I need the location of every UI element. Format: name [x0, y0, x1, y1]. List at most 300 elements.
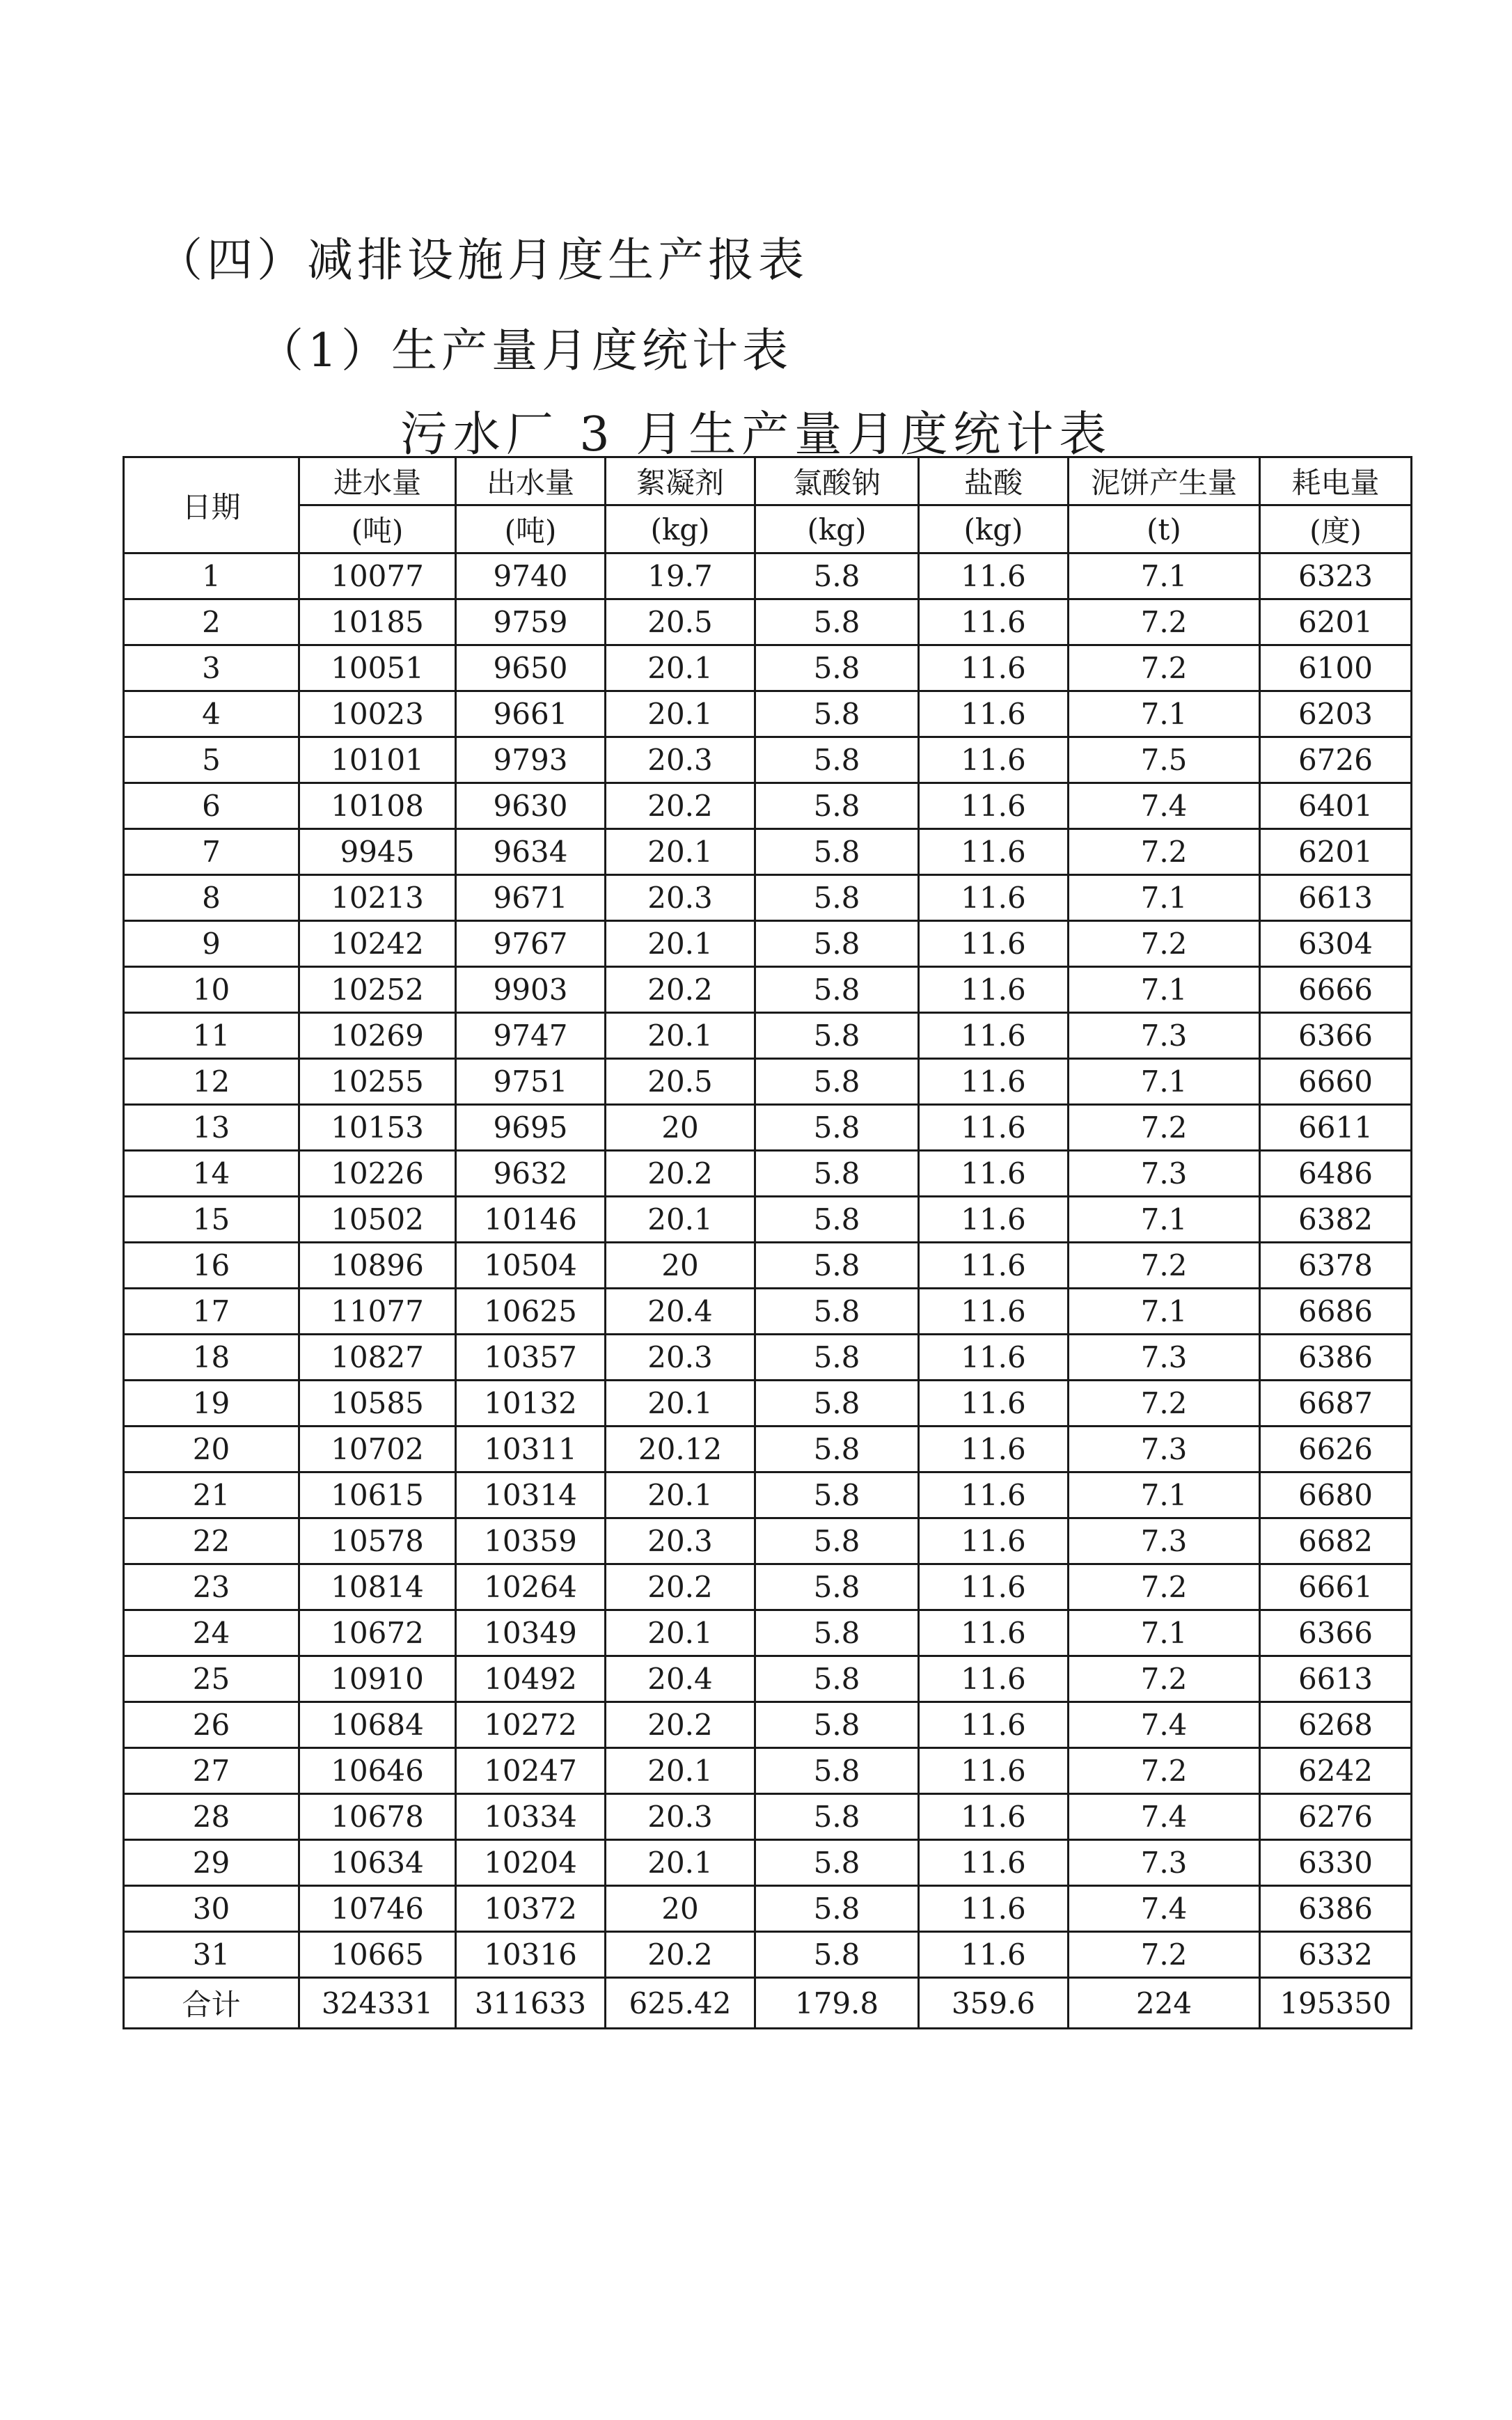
table-cell: 3: [124, 645, 299, 691]
table-cell: 11.6: [919, 645, 1069, 691]
table-cell: 10316: [456, 1932, 606, 1978]
table-cell: 11.6: [919, 1748, 1069, 1794]
table-cell: 5.8: [755, 1702, 919, 1748]
table-cell: 10814: [299, 1564, 456, 1610]
table-cell: 7.2: [1069, 921, 1260, 967]
table-cell: 10615: [299, 1472, 456, 1518]
header-power-consumption: 耗电量: [1260, 457, 1412, 505]
table-cell: 5.8: [755, 645, 919, 691]
table-cell: 10146: [456, 1197, 606, 1243]
table-cell: 6382: [1260, 1197, 1412, 1243]
table-cell: 20.1: [606, 1381, 755, 1427]
table-cell: 20: [606, 1105, 755, 1151]
table-cell: 7.1: [1069, 1197, 1260, 1243]
table-cell: 20.1: [606, 1748, 755, 1794]
total-row: [124, 1978, 1412, 2029]
table-cell: 10646: [299, 1748, 456, 1794]
total-cell: 324331: [299, 1978, 456, 2029]
table-cell: 5.8: [755, 1472, 919, 1518]
table-cell: 5.8: [755, 1564, 919, 1610]
table-cell: 11.6: [919, 1335, 1069, 1381]
table-cell: 5.8: [755, 967, 919, 1013]
table-cell: 5.8: [755, 1886, 919, 1932]
table-cell: 6660: [1260, 1059, 1412, 1105]
table-cell: 10372: [456, 1886, 606, 1932]
table-cell: 11: [124, 1013, 299, 1059]
table-row: [124, 1105, 1412, 1151]
table-cell: 9747: [456, 1013, 606, 1059]
table-cell: 10910: [299, 1656, 456, 1702]
table-cell: 10213: [299, 875, 456, 921]
table-cell: 19.7: [606, 553, 755, 599]
table-cell: 5.8: [755, 553, 919, 599]
table-cell: 20.3: [606, 1518, 755, 1564]
table-cell: 18: [124, 1335, 299, 1381]
unit-sludge-cake: (t): [1069, 505, 1260, 553]
table-cell: 10269: [299, 1013, 456, 1059]
table-cell: 10504: [456, 1243, 606, 1289]
table-row: [124, 1656, 1412, 1702]
table-cell: 7.4: [1069, 1702, 1260, 1748]
table-cell: 6626: [1260, 1427, 1412, 1472]
table-cell: 10684: [299, 1702, 456, 1748]
table-cell: 24: [124, 1610, 299, 1656]
table-cell: 10264: [456, 1564, 606, 1610]
table-cell: 10077: [299, 553, 456, 599]
table-cell: 7.2: [1069, 1243, 1260, 1289]
total-cell: 311633: [456, 1978, 606, 2029]
table-cell: 7.5: [1069, 737, 1260, 783]
table-cell: 7.1: [1069, 967, 1260, 1013]
table-cell: 6680: [1260, 1472, 1412, 1518]
table-cell: 5.8: [755, 1151, 919, 1197]
table-cell: 6613: [1260, 1656, 1412, 1702]
header-sodium-chlorate: 氯酸钠: [755, 457, 919, 505]
table-row: [124, 1840, 1412, 1886]
header-sludge-cake: 泥饼产生量: [1069, 457, 1260, 505]
table-cell: 10272: [456, 1702, 606, 1748]
table-cell: 7: [124, 829, 299, 875]
table-cell: 5.8: [755, 1518, 919, 1564]
table-cell: 11.6: [919, 1289, 1069, 1335]
table-cell: 7.3: [1069, 1840, 1260, 1886]
table-cell: 20.3: [606, 875, 755, 921]
table-cell: 20: [606, 1243, 755, 1289]
unit-flocculant: (kg): [606, 505, 755, 553]
table-cell: 5.8: [755, 1013, 919, 1059]
table-row: [124, 1381, 1412, 1427]
table-cell: 10492: [456, 1656, 606, 1702]
table-cell: 5.8: [755, 783, 919, 829]
table-cell: 7.2: [1069, 1748, 1260, 1794]
table-cell: 6366: [1260, 1013, 1412, 1059]
table-cell: 10023: [299, 691, 456, 737]
table-cell: 11.6: [919, 1656, 1069, 1702]
table-cell: 20.2: [606, 783, 755, 829]
header-hydrochloric-acid: 盐酸: [919, 457, 1069, 505]
table-row: [124, 1013, 1412, 1059]
table-cell: 7.2: [1069, 1564, 1260, 1610]
table-cell: 11.6: [919, 599, 1069, 645]
table-cell: 10314: [456, 1472, 606, 1518]
unit-inflow: (吨): [299, 505, 456, 553]
table-cell: 19: [124, 1381, 299, 1427]
table-cell: 6268: [1260, 1702, 1412, 1748]
table-cell: 10585: [299, 1381, 456, 1427]
table-cell: 9630: [456, 783, 606, 829]
table-cell: 11.6: [919, 1886, 1069, 1932]
table-cell: 5.8: [755, 1335, 919, 1381]
table-cell: 7.2: [1069, 645, 1260, 691]
total-cell: 195350: [1260, 1978, 1412, 2029]
unit-power-consumption: (度): [1260, 505, 1412, 553]
table-cell: 6726: [1260, 737, 1412, 783]
table-cell: 10672: [299, 1610, 456, 1656]
table-cell: 7.1: [1069, 553, 1260, 599]
table-cell: 6401: [1260, 783, 1412, 829]
table-cell: 5.8: [755, 1932, 919, 1978]
table-row: [124, 875, 1412, 921]
table-cell: 5.8: [755, 1840, 919, 1886]
table-cell: 20.2: [606, 1151, 755, 1197]
table-cell: 7.1: [1069, 691, 1260, 737]
table-cell: 20.1: [606, 829, 755, 875]
table-row: [124, 1151, 1412, 1197]
total-cell: 625.42: [606, 1978, 755, 2029]
table-cell: 10357: [456, 1335, 606, 1381]
table-cell: 11.6: [919, 1243, 1069, 1289]
table-cell: 9903: [456, 967, 606, 1013]
table-cell: 20: [124, 1427, 299, 1472]
table-cell: 9767: [456, 921, 606, 967]
table-cell: 6323: [1260, 553, 1412, 599]
table-cell: 20.2: [606, 967, 755, 1013]
table-cell: 5.8: [755, 921, 919, 967]
unit-sodium-chlorate: (kg): [755, 505, 919, 553]
table-cell: 25: [124, 1656, 299, 1702]
table-cell: 9650: [456, 645, 606, 691]
table-cell: 7.2: [1069, 1656, 1260, 1702]
table-cell: 21: [124, 1472, 299, 1518]
table-cell: 20.3: [606, 1794, 755, 1840]
table-cell: 11.6: [919, 1702, 1069, 1748]
table-row: [124, 967, 1412, 1013]
table-row: [124, 1610, 1412, 1656]
table-cell: 11.6: [919, 553, 1069, 599]
table-row: [124, 691, 1412, 737]
table-cell: 6330: [1260, 1840, 1412, 1886]
table-cell: 11.6: [919, 1151, 1069, 1197]
table-cell: 5.8: [755, 1381, 919, 1427]
table-cell: 11.6: [919, 1518, 1069, 1564]
table-cell: 10334: [456, 1794, 606, 1840]
table-cell: 10746: [299, 1886, 456, 1932]
table-cell: 6203: [1260, 691, 1412, 737]
table-cell: 5.8: [755, 1656, 919, 1702]
table-cell: 11.6: [919, 967, 1069, 1013]
table-cell: 6304: [1260, 921, 1412, 967]
table-cell: 5.8: [755, 1243, 919, 1289]
table-cell: 14: [124, 1151, 299, 1197]
table-cell: 6666: [1260, 967, 1412, 1013]
table-cell: 6201: [1260, 599, 1412, 645]
table-cell: 10101: [299, 737, 456, 783]
table-cell: 27: [124, 1748, 299, 1794]
table-cell: 11.6: [919, 737, 1069, 783]
header-inflow: 进水量: [299, 457, 456, 505]
table-cell: 6276: [1260, 1794, 1412, 1840]
table-cell: 5.8: [755, 1059, 919, 1105]
table-row: [124, 829, 1412, 875]
table-cell: 22: [124, 1518, 299, 1564]
table-cell: 28: [124, 1794, 299, 1840]
table-cell: 9740: [456, 553, 606, 599]
table-cell: 1: [124, 553, 299, 599]
table-cell: 9759: [456, 599, 606, 645]
table-cell: 20.5: [606, 599, 755, 645]
table-cell: 9671: [456, 875, 606, 921]
header-outflow: 出水量: [456, 457, 606, 505]
table-row: [124, 921, 1412, 967]
table-cell: 9: [124, 921, 299, 967]
table-cell: 7.3: [1069, 1151, 1260, 1197]
table-cell: 20.1: [606, 921, 755, 967]
table-cell: 20.1: [606, 1840, 755, 1886]
header-date: 日期: [124, 457, 299, 553]
table-cell: 7.1: [1069, 875, 1260, 921]
table-cell: 6386: [1260, 1335, 1412, 1381]
table-cell: 10827: [299, 1335, 456, 1381]
table-cell: 9793: [456, 737, 606, 783]
table-cell: 11.6: [919, 1932, 1069, 1978]
table-cell: 20.5: [606, 1059, 755, 1105]
table-cell: 10185: [299, 599, 456, 645]
total-cell: 179.8: [755, 1978, 919, 2029]
table-cell: 6386: [1260, 1886, 1412, 1932]
table-cell: 5.8: [755, 599, 919, 645]
table-cell: 9632: [456, 1151, 606, 1197]
table-row: [124, 783, 1412, 829]
table-cell: 11.6: [919, 1197, 1069, 1243]
table-cell: 6682: [1260, 1518, 1412, 1564]
table-header: [124, 457, 1412, 553]
table-row: [124, 599, 1412, 645]
table-cell: 5.8: [755, 1197, 919, 1243]
table-cell: 6611: [1260, 1105, 1412, 1151]
table-cell: 7.1: [1069, 1289, 1260, 1335]
total-cell: 合计: [124, 1978, 299, 2029]
table-cell: 11.6: [919, 1840, 1069, 1886]
table-cell: 26: [124, 1702, 299, 1748]
table-row: [124, 1932, 1412, 1978]
table-cell: 7.3: [1069, 1427, 1260, 1472]
table-cell: 12: [124, 1059, 299, 1105]
table-title: 污水厂 3 月生产量月度统计表: [400, 407, 1112, 462]
table-cell: 9695: [456, 1105, 606, 1151]
table-cell: 7.4: [1069, 1886, 1260, 1932]
table-cell: 10359: [456, 1518, 606, 1564]
table-cell: 17: [124, 1289, 299, 1335]
section-heading: （四）减排设施月度生产报表: [157, 233, 808, 287]
table-row: [124, 1335, 1412, 1381]
table-row: [124, 1197, 1412, 1243]
table-row: [124, 1794, 1412, 1840]
unit-hydrochloric-acid: (kg): [919, 505, 1069, 553]
table-footer: [124, 1978, 1412, 2029]
table-cell: 2: [124, 599, 299, 645]
table-row: [124, 645, 1412, 691]
table-cell: 11.6: [919, 829, 1069, 875]
table-cell: 6486: [1260, 1151, 1412, 1197]
table-row: [124, 1886, 1412, 1932]
table-row: [124, 1059, 1412, 1105]
table-cell: 5: [124, 737, 299, 783]
table-row: [124, 737, 1412, 783]
table-cell: 15: [124, 1197, 299, 1243]
table-cell: 6366: [1260, 1610, 1412, 1656]
table-cell: 11.6: [919, 1059, 1069, 1105]
table-row: [124, 1243, 1412, 1289]
table-cell: 5.8: [755, 1105, 919, 1151]
table-cell: 20.1: [606, 645, 755, 691]
table-cell: 10311: [456, 1427, 606, 1472]
table-cell: 20.4: [606, 1656, 755, 1702]
table-cell: 30: [124, 1886, 299, 1932]
table-cell: 7.4: [1069, 783, 1260, 829]
table-cell: 10242: [299, 921, 456, 967]
table-cell: 10255: [299, 1059, 456, 1105]
total-cell: 224: [1069, 1978, 1260, 2029]
table-cell: 10: [124, 967, 299, 1013]
table-cell: 7.3: [1069, 1013, 1260, 1059]
table-cell: 11.6: [919, 1794, 1069, 1840]
table-cell: 7.1: [1069, 1059, 1260, 1105]
table-cell: 7.2: [1069, 1932, 1260, 1978]
table-cell: 20.3: [606, 737, 755, 783]
table-cell: 5.8: [755, 1794, 919, 1840]
table-cell: 10502: [299, 1197, 456, 1243]
table-cell: 5.8: [755, 691, 919, 737]
table-cell: 5.8: [755, 1610, 919, 1656]
table-cell: 20: [606, 1886, 755, 1932]
table-cell: 5.8: [755, 829, 919, 875]
table-cell: 20.12: [606, 1427, 755, 1472]
table-cell: 10665: [299, 1932, 456, 1978]
table-row: [124, 1518, 1412, 1564]
table-cell: 20.2: [606, 1564, 755, 1610]
subsection-heading: （1）生产量月度统计表: [258, 324, 792, 377]
table-cell: 6661: [1260, 1564, 1412, 1610]
header-flocculant: 絮凝剂: [606, 457, 755, 505]
table-cell: 7.2: [1069, 829, 1260, 875]
table-cell: 10625: [456, 1289, 606, 1335]
table-body: [124, 553, 1412, 1978]
table-cell: 9751: [456, 1059, 606, 1105]
table-cell: 10132: [456, 1381, 606, 1427]
table-cell: 11.6: [919, 921, 1069, 967]
table-row: [124, 1472, 1412, 1518]
table-cell: 10226: [299, 1151, 456, 1197]
table-cell: 5.8: [755, 737, 919, 783]
table-cell: 11.6: [919, 1013, 1069, 1059]
table-cell: 10702: [299, 1427, 456, 1472]
table-cell: 20.2: [606, 1702, 755, 1748]
table-cell: 10634: [299, 1840, 456, 1886]
table-cell: 20.1: [606, 1610, 755, 1656]
table-row: [124, 1748, 1412, 1794]
total-cell: 359.6: [919, 1978, 1069, 2029]
table-cell: 11.6: [919, 1381, 1069, 1427]
table-cell: 10252: [299, 967, 456, 1013]
table-cell: 5.8: [755, 1289, 919, 1335]
table-cell: 4: [124, 691, 299, 737]
table-cell: 6613: [1260, 875, 1412, 921]
table-cell: 6100: [1260, 645, 1412, 691]
table-cell: 20.2: [606, 1932, 755, 1978]
table-cell: 6: [124, 783, 299, 829]
table-cell: 10108: [299, 783, 456, 829]
table-row: [124, 1564, 1412, 1610]
table-row: [124, 1289, 1412, 1335]
table-cell: 16: [124, 1243, 299, 1289]
table-cell: 7.4: [1069, 1794, 1260, 1840]
table-row: [124, 1427, 1412, 1472]
table-cell: 6687: [1260, 1381, 1412, 1427]
table-cell: 20.1: [606, 1472, 755, 1518]
table-cell: 31: [124, 1932, 299, 1978]
table-cell: 11077: [299, 1289, 456, 1335]
table-cell: 6378: [1260, 1243, 1412, 1289]
table-cell: 11.6: [919, 691, 1069, 737]
table-cell: 10153: [299, 1105, 456, 1151]
table-cell: 20.1: [606, 691, 755, 737]
table-cell: 11.6: [919, 1472, 1069, 1518]
table-cell: 9945: [299, 829, 456, 875]
table-cell: 20.3: [606, 1335, 755, 1381]
table-cell: 20.4: [606, 1289, 755, 1335]
table-cell: 6332: [1260, 1932, 1412, 1978]
table-cell: 10678: [299, 1794, 456, 1840]
table-cell: 29: [124, 1840, 299, 1886]
table-cell: 6201: [1260, 829, 1412, 875]
table-cell: 11.6: [919, 1105, 1069, 1151]
table-cell: 7.3: [1069, 1518, 1260, 1564]
unit-outflow: (吨): [456, 505, 606, 553]
table-cell: 10051: [299, 645, 456, 691]
table-cell: 8: [124, 875, 299, 921]
table-cell: 7.1: [1069, 1472, 1260, 1518]
table-cell: 7.2: [1069, 1105, 1260, 1151]
table-cell: 20.1: [606, 1013, 755, 1059]
table-cell: 11.6: [919, 783, 1069, 829]
table-cell: 9634: [456, 829, 606, 875]
table-cell: 9661: [456, 691, 606, 737]
table-cell: 11.6: [919, 1564, 1069, 1610]
table-cell: 5.8: [755, 1427, 919, 1472]
table-cell: 11.6: [919, 1610, 1069, 1656]
table-cell: 7.2: [1069, 1381, 1260, 1427]
table-cell: 20.1: [606, 1197, 755, 1243]
table-cell: 7.2: [1069, 599, 1260, 645]
table-cell: 7.3: [1069, 1335, 1260, 1381]
table-cell: 6686: [1260, 1289, 1412, 1335]
production-statistics-table: [123, 456, 1412, 2029]
table-row: [124, 553, 1412, 599]
table-cell: 10247: [456, 1748, 606, 1794]
table-row: [124, 1702, 1412, 1748]
table-cell: 5.8: [755, 1748, 919, 1794]
table-cell: 11.6: [919, 875, 1069, 921]
